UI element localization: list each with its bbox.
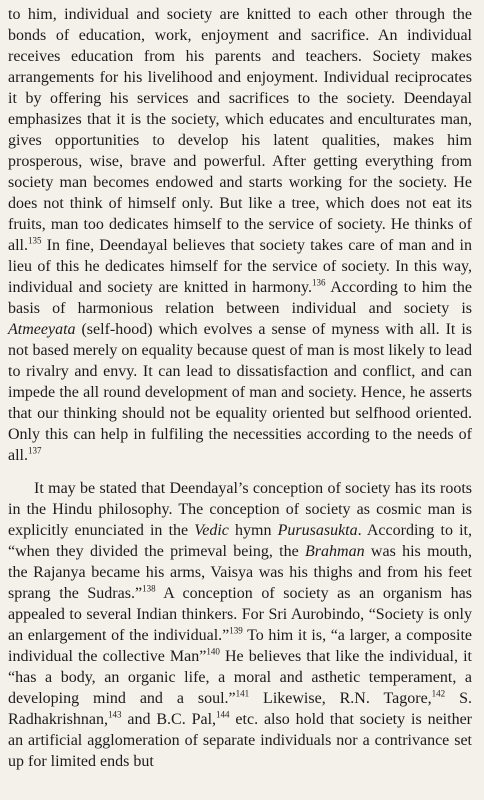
- footnote-ref: 139: [229, 625, 243, 636]
- paragraph-1: [8, 4, 472, 466]
- text-span: hymn: [228, 522, 278, 539]
- italic-term: Vedic: [194, 522, 229, 539]
- text-span: and B.C. Pal,: [121, 711, 217, 728]
- text-span: He believes that like the individual, it “has a body, an organic life, a moral and asthetic temperament, a developing mind and a soul.”: [8, 648, 473, 707]
- footnote-ref: 140: [206, 646, 220, 657]
- text-span: to him, individual and society are knitted to each other through the bonds of education, work, enjoyment and sacrifice. An individual receives education from his parents and teachers. Society makes arrangements for his livelihood and enjoyment. Individual reciprocates it by offering his services and sacrifices to the society. Deendayal emphasizes that it is the society, which educates and enculturates man, gives opportunities to develop his latent qualities, makes him prosperous, wise, brave and powerful. After getting everything from society man becomes endowed and starts working for the society. He does not think of himself only. But like a tree, which does not eat its fruits, man too dedicates himself to the service of society. He thinks of all.: [8, 6, 472, 254]
- paragraph-2: [8, 478, 472, 772]
- footnote-ref: 142: [431, 688, 446, 699]
- text-span: was his mouth, the Rajanya became his arms, Vaisya was his thighs and from his feet sprang the Sudras.”: [8, 543, 472, 602]
- italic-term: Purusasukta: [277, 522, 358, 539]
- text-span: To him it is, “a larger, a composite individual the collective Man”: [8, 627, 473, 665]
- footnote-ref: 138: [142, 583, 156, 594]
- text-span: It may be stated that Deendayal’s conception of society has its roots in the Hindu philosophy. The conception of society as cosmic man is explicitly enunciated in the: [8, 480, 472, 539]
- italic-term: Brahman: [305, 543, 365, 560]
- text-span: (self-hood) which evolves a sense of myness with all. It is not based merely on equality because quest of man is most likely to lead to rivalry and envy. It can lead to dissatisfaction and conflict, and can impede the all round development of man and society. Hence, he asserts that our thinking should not be equality oriented but selfhood oriented. Only this can help in fulfiling the necessities according to the needs of all.: [8, 321, 472, 464]
- text-span: Likewise, R.N. Tagore,: [249, 690, 432, 707]
- italic-term: Atmeeyata: [8, 321, 76, 338]
- footnote-ref: 143: [107, 709, 122, 720]
- text-span: According to him the basis of harmonious relation between individual and society is: [8, 279, 472, 317]
- text-span: etc. also hold that society is neither an artificial agglomeration of separate individuals nor a contrivance set up for limited ends but: [8, 711, 472, 770]
- text-span: S. Radhakrishnan,: [8, 690, 472, 728]
- text-span: In fine, Deendayal believes that society takes care of man and in lieu of this he dedicates himself for the service of society. In this way, individual and society are knitted in harmony.: [8, 237, 472, 296]
- text-span: A conception of society as an organism has appealed to several Indian thinkers. For Sri Aurobindo, “Society is only an enlargement of the individual.”: [8, 585, 472, 644]
- footnote-ref: 136: [312, 277, 326, 288]
- footnote-ref: 144: [216, 709, 230, 720]
- footnote-ref: 135: [28, 235, 42, 246]
- footnote-ref: 137: [28, 445, 42, 456]
- text-span: . According to it, “when they divided the primeval being, the: [8, 522, 473, 560]
- footnote-ref: 141: [235, 688, 250, 699]
